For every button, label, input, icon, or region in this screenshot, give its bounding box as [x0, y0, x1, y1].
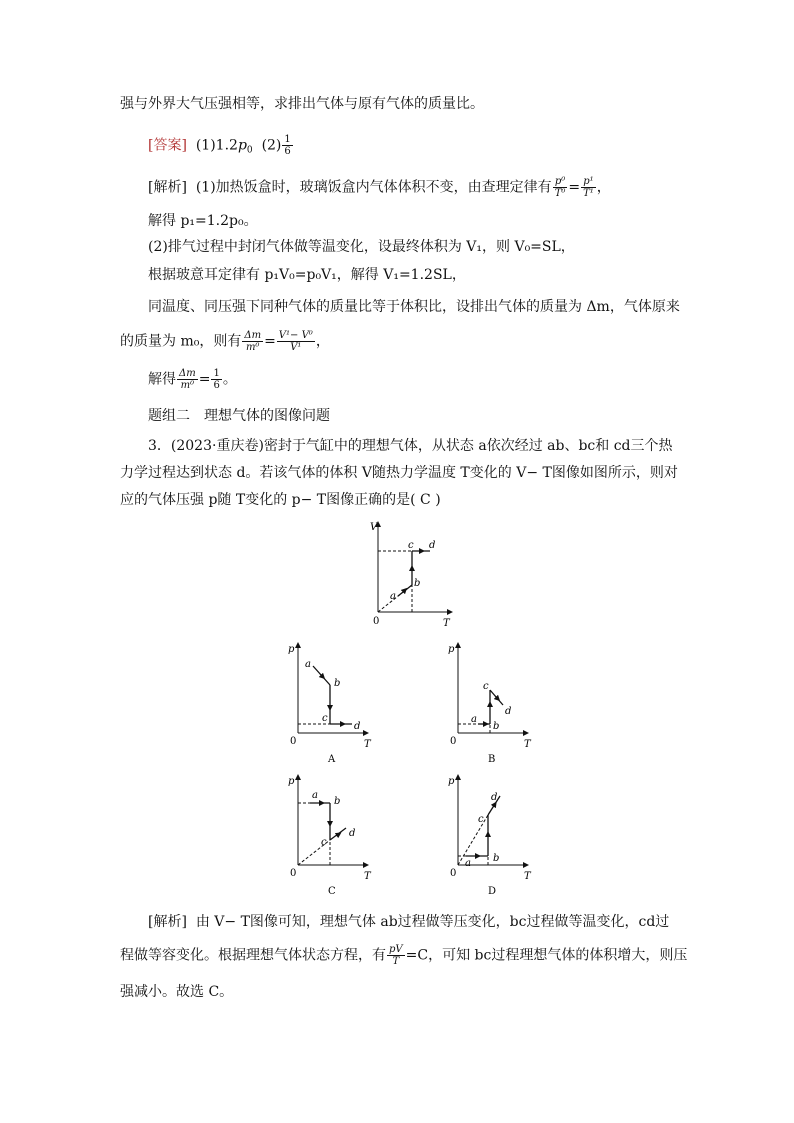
volume-frac: $\frac{\text{V¹− V⁰}}{\text{V¹}}$: [278, 330, 313, 353]
svg-text:a: a: [465, 858, 471, 869]
option-a-graph: [288, 643, 372, 765]
answer-line: [答案] $(1)1.2p_0$ (2) $\frac{1}{6}$: [148, 134, 291, 157]
option-d-graph: [448, 775, 532, 897]
svg-text:b: b: [334, 796, 341, 807]
svg-text:p: p: [288, 644, 295, 655]
svg-text:b: b: [334, 678, 341, 689]
svg-text:a: a: [305, 659, 311, 670]
svg-text:d: d: [429, 540, 436, 551]
svg-text:a: a: [390, 591, 396, 602]
svg-text:0: 0: [290, 736, 297, 747]
svg-text:T: T: [524, 739, 531, 750]
analysis-line-5: 的质量为 m₀，则有 $\frac{\Delta m}{\text{m⁰}}$ = $\frac{\text{V¹− V⁰}}{\text{V¹}}$ ，: [120, 330, 330, 353]
svg-text:0: 0: [450, 868, 457, 879]
charles-frac-right: $\frac{\text{p¹}}{\text{T¹}}$: [583, 176, 594, 199]
svg-text:T: T: [364, 871, 371, 882]
svg-text:c: c: [321, 837, 327, 848]
mass-frac: $\frac{\Delta m}{\text{m⁰}}$: [244, 330, 262, 353]
final-analysis-line-2: 程做等容变化。根据理想气体状态方程，有 $\frac{pV}{T}$ =C，可知 bc过程理想气体的体积增大，则压: [120, 944, 688, 967]
vt-origin: 0: [373, 616, 380, 627]
option-b-graph: [448, 643, 532, 765]
svg-text:T: T: [524, 871, 531, 882]
svg-text:a: a: [471, 714, 477, 725]
svg-text:a: a: [312, 790, 318, 801]
question-3-line-3: 应的气体压强 p随 T变化的 p− T图像正确的是( C ): [120, 492, 441, 508]
continuation-line: 强与外界大气压强相等，求排出气体与原有气体的质量比。: [120, 96, 484, 112]
svg-text:p: p: [288, 776, 295, 787]
option-c-label: C: [328, 886, 336, 897]
svg-text:0: 0: [290, 868, 297, 879]
state-equation-frac: $\frac{pV}{T}$: [389, 944, 403, 967]
question-3-line-2: 力学过程达到状态 d。若该气体的体积 V随热力学温度 T变化的 V− T图像如图所示，则对: [120, 465, 678, 481]
svg-text:c: c: [478, 814, 484, 825]
svg-text:d: d: [349, 828, 356, 839]
analysis-tag: [解析]: [148, 179, 187, 196]
svg-text:p: p: [448, 776, 455, 787]
option-a-label: A: [328, 754, 336, 765]
svg-text:b: b: [414, 578, 421, 589]
vt-axis-v: V: [370, 522, 378, 533]
svg-text:d: d: [491, 792, 498, 803]
final-analysis-line-1: [解析] 由 V− T图像可知，理想气体 ab过程做等压变化，bc过程做等温变化，cd过: [148, 914, 670, 930]
final-analysis-line-3: 强减小。故选 C。: [120, 984, 234, 1000]
svg-text:d: d: [505, 706, 512, 717]
answer-fraction: $\frac{1}{6}$: [284, 134, 291, 157]
svg-text:d: d: [354, 721, 361, 732]
analysis-line-1: [解析] (1)加热饭盒时，玻璃饭盒内气体体积不变，由查理定律有 $\frac{\text{p⁰}}{\text{T⁰}}$ = $\frac{\text{p¹}}{\text{T¹}}$ ，: [148, 176, 611, 199]
question-3-line-1: 3．(2023·重庆卷)密封于气缸中的理想气体，从状态 a依次经过 ab、bc和 cd三个热: [148, 438, 673, 454]
svg-text:p: p: [448, 644, 455, 655]
svg-text:c: c: [322, 713, 328, 724]
option-d-label: D: [488, 886, 497, 897]
option-c-graph: [288, 775, 372, 897]
analysis-line-4: 同温度、同压强下同种气体的质量比等于体积比，设排出气体的质量为 Δm，气体原来: [148, 299, 680, 315]
answer-part1: (1)1.2: [195, 137, 238, 154]
option-b-label: B: [488, 754, 496, 765]
svg-text:T: T: [364, 739, 371, 750]
svg-text:b: b: [493, 721, 500, 732]
answer-tag: [答案]: [148, 137, 187, 154]
vt-axis-t: T: [443, 618, 450, 629]
vt-graph: [370, 522, 452, 629]
analysis-line-2: (2)排气过程中封闭气体做等温变化，设最终体积为 V₁，则 V₀=SL，: [148, 239, 575, 255]
svg-text:0: 0: [450, 736, 457, 747]
svg-text:c: c: [408, 540, 414, 551]
answer-part2: (2): [261, 137, 282, 154]
solve-line-1: 解得 p₁=1.2p₀。: [148, 213, 258, 229]
charles-frac-left: $\frac{\text{p⁰}}{\text{T⁰}}$: [554, 176, 566, 199]
svg-text:b: b: [493, 853, 500, 864]
result-line: 解得 $\frac{\Delta m}{\text{m⁰}}$ = $\frac{1}{6}$ 。: [148, 368, 237, 391]
group-title: 题组二 理想气体的图像问题: [148, 408, 330, 424]
analysis-line-3: 根据玻意耳定律有 p₁V₀=p₀V₁，解得 V₁=1.2SL，: [148, 267, 466, 283]
svg-text:c: c: [483, 681, 489, 692]
